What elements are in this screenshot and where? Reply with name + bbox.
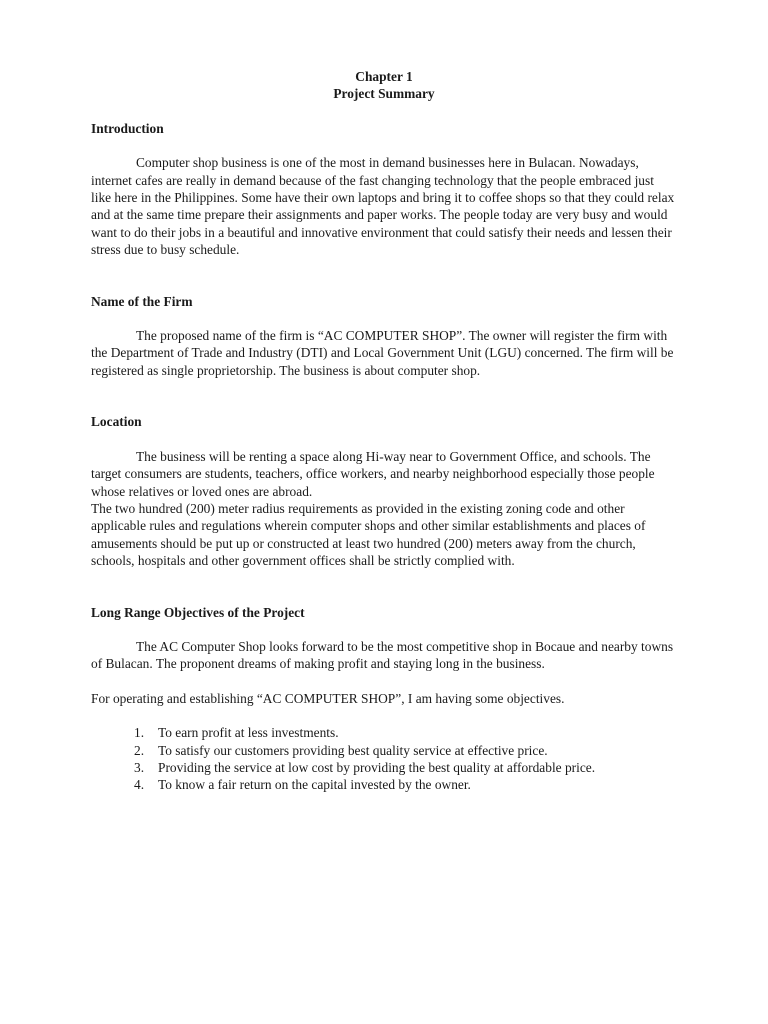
list-item-number: 1. [134,725,145,741]
location-paragraph-1: The business will be renting a space along Hi-way near to Government Office, and schools. The target consumers are students, teachers, office workers, and nearby neighborhood especially those people whose relatives or loved ones are abroad. [91,448,655,499]
list-item-number: 4. [134,777,145,793]
list-item [91,759,677,776]
list-item-text: To know a fair return on the capital invested by the owner. [158,777,471,793]
list-item [91,724,677,741]
objectives-paragraph-1: The AC Computer Shop looks forward to be the most competitive shop in Bocaue and nearby towns of Bulacan. The proponent dreams of making profit and staying long in the business. [91,638,674,672]
document-page [91,68,677,794]
list-item [91,776,677,793]
page-title: Project Summary [333,86,435,102]
list-item-number: 3. [134,759,145,775]
objectives-list [91,724,677,794]
location-heading: Location [91,414,142,430]
list-item-text: Providing the service at low cost by providing the best quality at affordable price. [158,759,596,775]
list-item-number: 2. [134,742,145,758]
list-item-text: To earn profit at less investments. [158,725,339,741]
firm-name-paragraph: The proposed name of the firm is “AC COMPUTER SHOP”. The owner will register the firm with the Department of Trade and Industry (DTI) and Local Government Unit (LGU) concerned. The firm will be registered as single proprietorship. The business is about computer shop. [91,328,674,378]
list-item-text: To satisfy our customers providing best quality service at effective price. [158,742,548,758]
introduction-heading: Introduction [91,120,164,136]
list-item [91,742,677,759]
objectives-paragraph-2: For operating and establishing “AC COMPUTER SHOP”, I am having some objectives. [91,690,565,706]
chapter-label: Chapter 1 [355,69,413,84]
location-paragraph-2: The two hundred (200) meter radius requirements as provided in the existing zoning code and other applicable rules and regulations wherein computer shops and other similar establishments and places of amusements should be put up or constructed at least two hundred (200) meters away from the church, schools, hospitals and other government offices shall be strictly complied with. [91,500,646,569]
firm-name-heading: Name of the Firm [91,293,193,309]
objectives-heading: Long Range Objectives of the Project [91,604,305,620]
introduction-paragraph: Computer shop business is one of the most in demand businesses here in Bulacan. Nowadays, internet cafes are really in demand because of the fast changing technology that the people embraced just like here in the Philippines. Some have their own laptops and bring it to coffee shops so that they could relax and at the same time prepare their assignments and paper works. The people today are very busy and would want to do their jobs in a beautiful and innovative environment that could satisfy their needs and lessen their stress due to busy schedule. [91,155,675,258]
